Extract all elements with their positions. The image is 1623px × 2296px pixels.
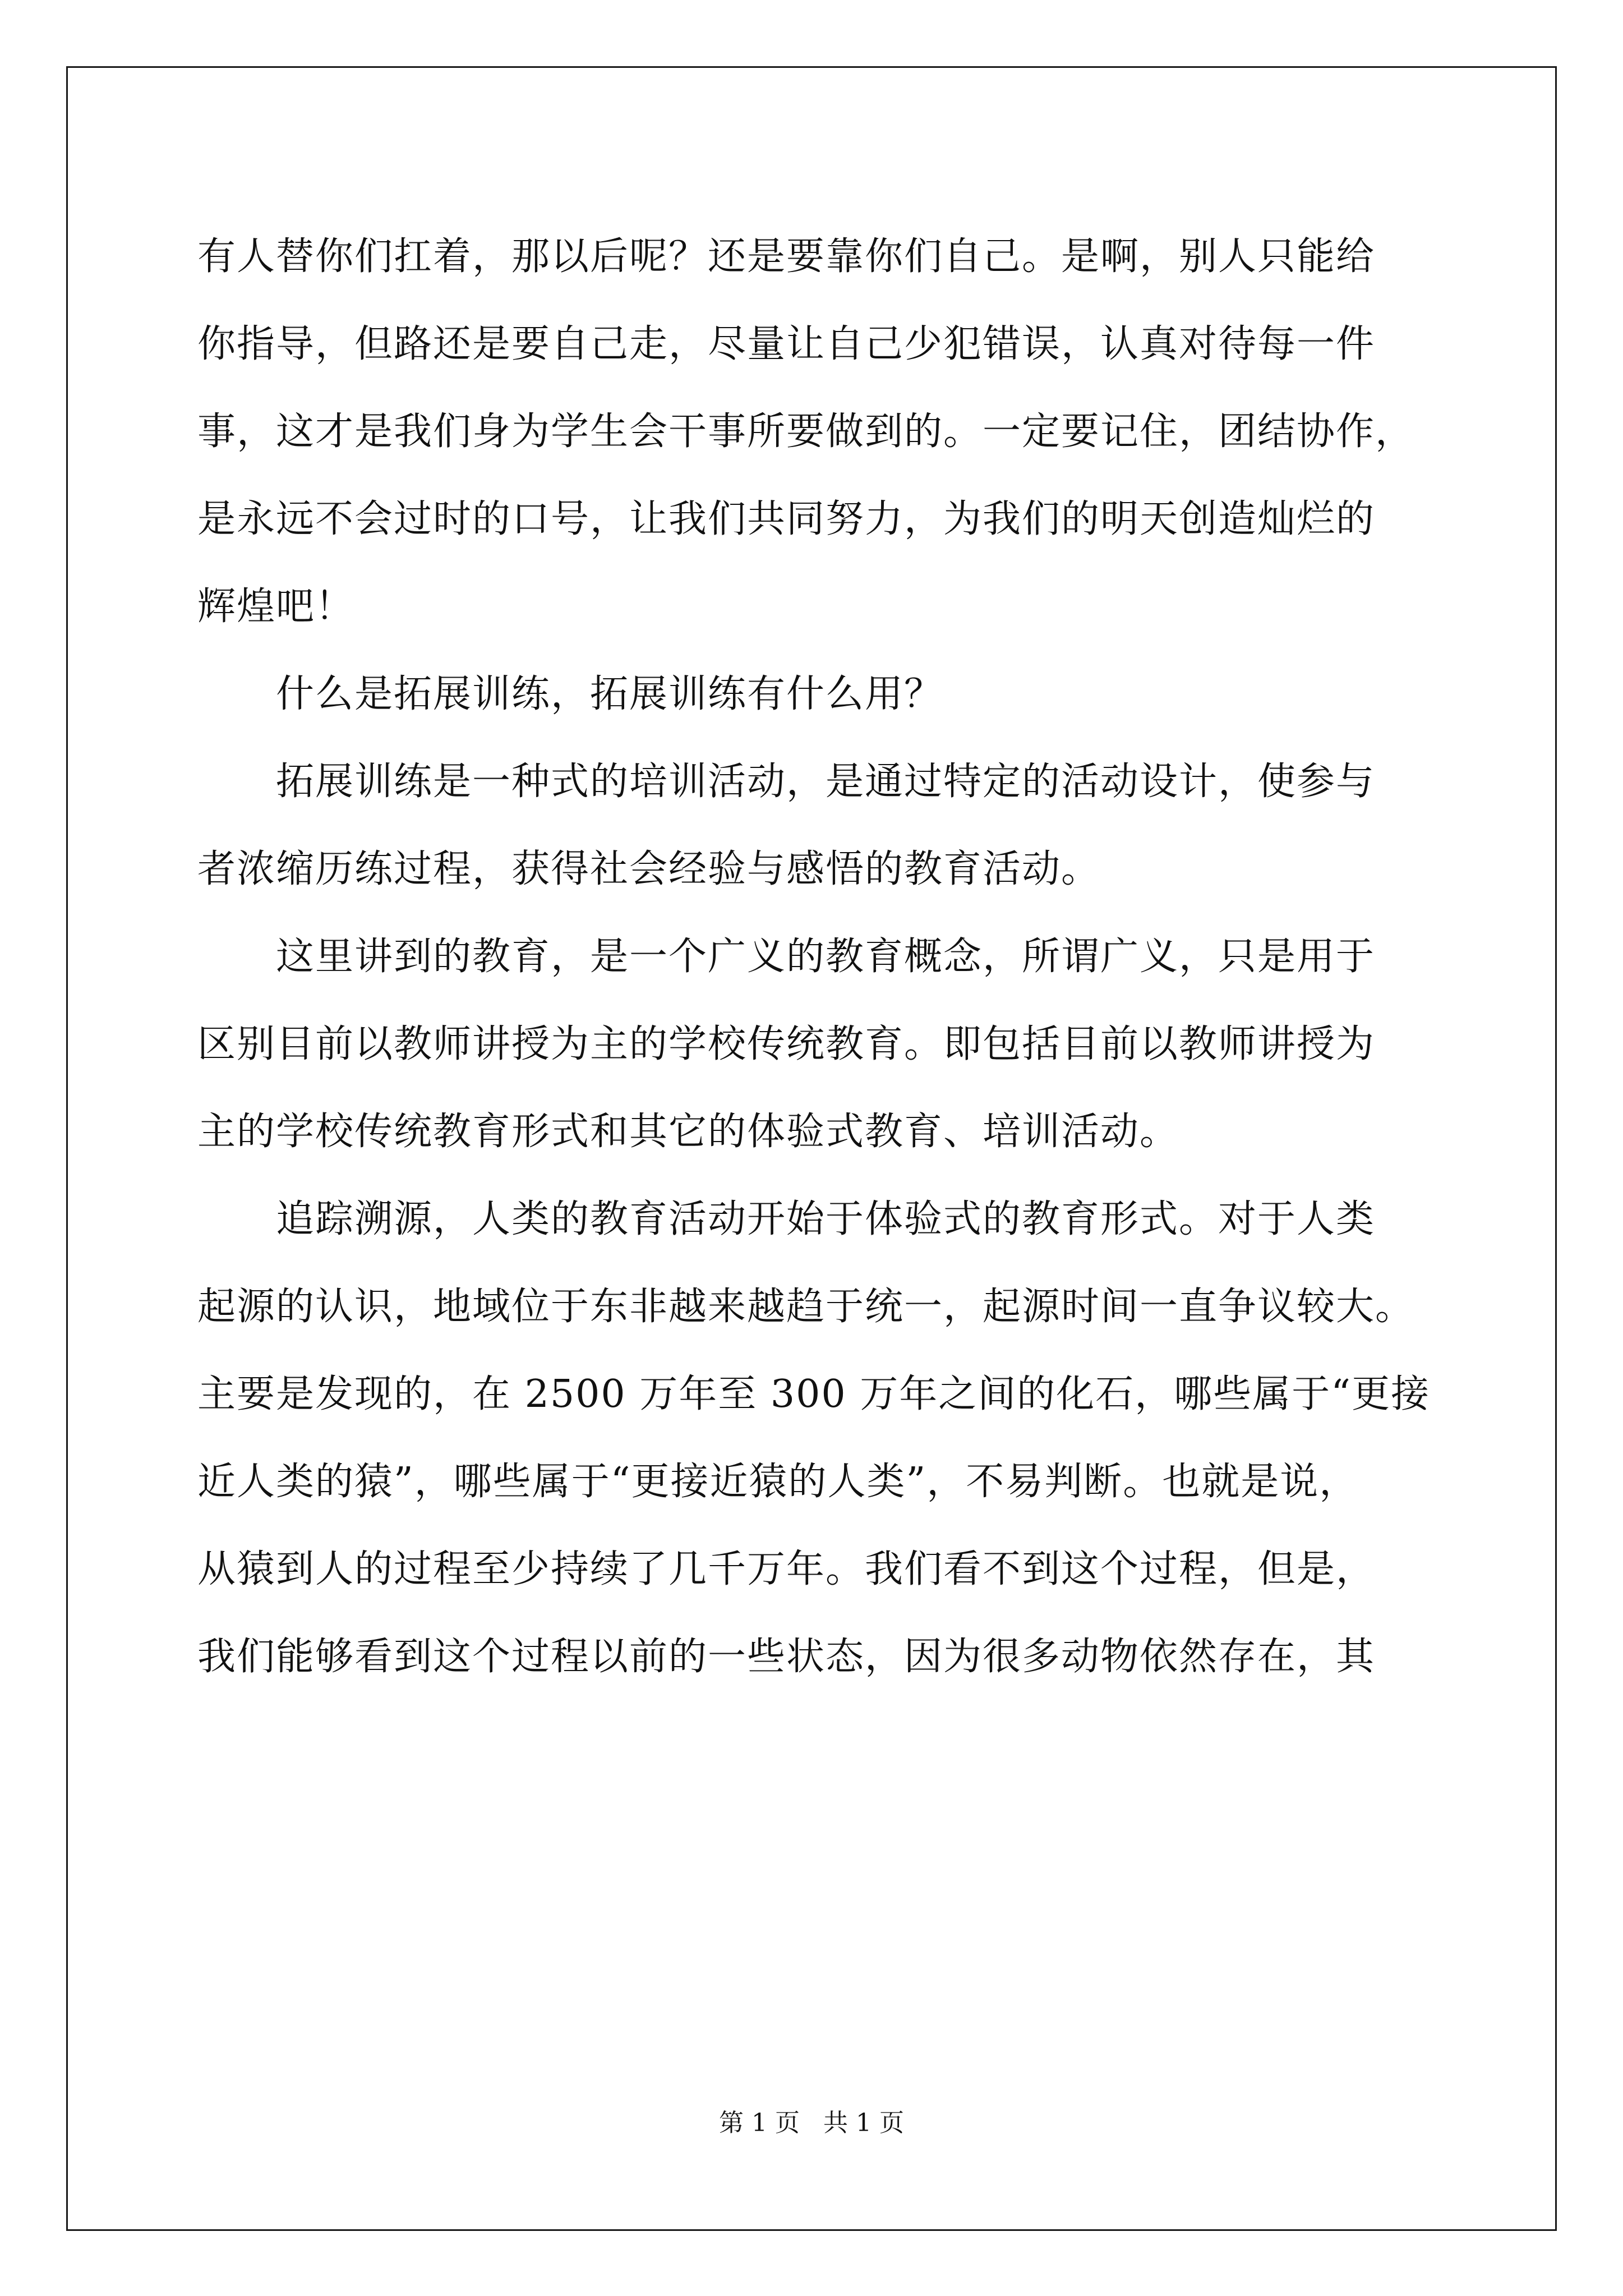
text-line: 有人替你们扛着，那以后呢？还是要靠你们自己。是啊，别人只能给 xyxy=(197,234,1376,279)
text-line: 事，这才是我们身为学生会干事所要做到的。一定要记住，团结协作， xyxy=(197,409,1415,454)
text-line: 什么是拓展训练，拓展训练有什么用？ xyxy=(197,672,944,716)
text-line: 我们能够看到这个过程以前的一些状态，因为很多动物依然存在，其 xyxy=(197,1635,1376,1679)
text-line: 你指导，但路还是要自己走，尽量让自己少犯错误，认真对待每一件 xyxy=(197,322,1376,366)
text-line: 者浓缩历练过程，获得社会经验与感悟的教育活动。 xyxy=(197,847,1101,891)
text-line: 辉煌吧！ xyxy=(197,585,355,629)
text-line: 主的学校传统教育形式和其它的体验式教育、培训活动。 xyxy=(197,1110,1179,1154)
page-total: 共 1 页 xyxy=(823,2109,904,2137)
text-line: 起源的认识，地域位于东非越来越趋于统一，起源时间一直争议较大。 xyxy=(197,1285,1415,1329)
text-line: 追踪溯源，人类的教育活动开始于体验式的教育形式。对于人类 xyxy=(197,1197,1376,1241)
page-footer xyxy=(0,2102,1623,2138)
text-line: 是永远不会过时的口号，让我们共同努力，为我们的明天创造灿烂的 xyxy=(197,497,1376,541)
page-number: 第 1 页 xyxy=(719,2109,800,2137)
text-line: 这里讲到的教育，是一个广义的教育概念，所谓广义，只是用于 xyxy=(197,935,1376,979)
document-body xyxy=(197,213,1431,1701)
text-line: 拓展训练是一种式的培训活动，是通过特定的活动设计，使参与 xyxy=(197,760,1376,804)
text-line: 主要是发现的，在 2500 万年至 300 万年之间的化石，哪些属于“更接 xyxy=(197,1372,1431,1416)
text-line: 近人类的猿”，哪些属于“更接近猿的人类”，不易判断。也就是说， xyxy=(197,1460,1359,1504)
text-line: 从猿到人的过程至少持续了几千万年。我们看不到这个过程，但是， xyxy=(197,1547,1376,1591)
text-line: 区别目前以教师讲授为主的学校传统教育。即包括目前以教师讲授为 xyxy=(197,1022,1376,1066)
